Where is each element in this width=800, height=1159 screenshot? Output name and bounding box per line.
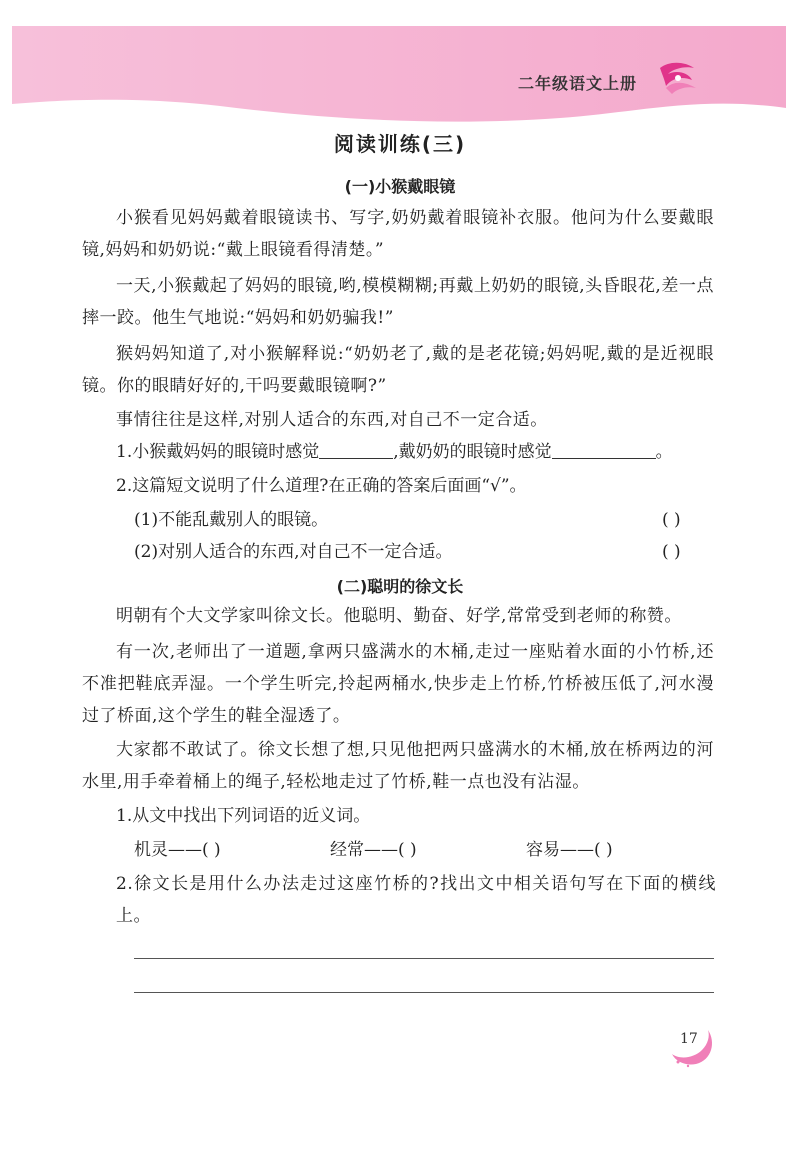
option-2: (2)对别人适合的东西,对自己不一定合适。	[134, 542, 453, 562]
synonym-item[interactable]: 机灵——( )	[134, 840, 221, 860]
synonym-item[interactable]: 经常——( )	[330, 840, 417, 860]
page-number: 17	[680, 1031, 698, 1047]
book-logo-icon	[652, 58, 702, 98]
question-1	[116, 436, 673, 468]
section1-paragraph: 猴妈妈知道了,对小猴解释说:“奶奶老了,戴的是老花镜;妈妈呢,戴的是近视眼镜。你的眼睛好好的,干吗要戴眼镜啊?”	[82, 344, 714, 396]
section1-paragraph: 一天,小猴戴起了妈妈的眼镜,哟,模模糊糊;再戴上奶奶的眼镜,头昏眼花,差一点摔一跤。他生气地说:“妈妈和奶奶骗我!”	[82, 276, 714, 328]
section1-title: (一)小猴戴眼镜	[344, 177, 456, 196]
section2-title: (二)聪明的徐文长	[336, 577, 464, 596]
answer-line[interactable]	[134, 958, 714, 959]
answer-paren-2[interactable]: ( )	[662, 542, 681, 562]
synonym-item[interactable]: 容易——( )	[526, 840, 613, 860]
answer-line[interactable]	[134, 992, 714, 993]
book-title: 二年级语文上册	[518, 74, 638, 93]
section1-paragraph: 事情往往是这样,对别人适合的东西,对自己不一定合适。	[116, 410, 548, 430]
question-3-prompt: 1.从文中找出下列词语的近义词。	[116, 806, 371, 826]
question-1-part1: 1.小猴戴妈妈的眼镜时感觉	[116, 442, 320, 462]
option-1: (1)不能乱戴别人的眼镜。	[134, 510, 329, 530]
section2-paragraph: 有一次,老师出了一道题,拿两只盛满水的木桶,走过一座贴着水面的小竹桥,还不准把鞋底弄湿。一个学生听完,拎起两桶水,快步走上竹桥,竹桥被压低了,河水漫过了桥面,这个学生的鞋全湿透了。	[82, 642, 714, 726]
question-1-part2: ,戴奶奶的眼镜时感觉	[393, 442, 552, 462]
section2-paragraph: 大家都不敢试了。徐文长想了想,只见他把两只盛满水的木桶,放在桥两边的河水里,用手牵着桶上的绳子,轻松地走过了竹桥,鞋一点也没有沾湿。	[82, 740, 714, 792]
section1-paragraph: 小猴看见妈妈戴着眼镜读书、写字,奶奶戴着眼镜补衣服。他问为什么要戴眼镜,妈妈和奶奶说:“戴上眼镜看得清楚。”	[82, 208, 714, 260]
question-4-prompt: 2.徐文长是用什么办法走过这座竹桥的?找出文中相关语句写在下面的横线上。	[116, 874, 716, 926]
section2-paragraph: 明朝有个大文学家叫徐文长。他聪明、勤奋、好学,常常受到老师的称赞。	[116, 606, 682, 626]
answer-paren-1[interactable]: ( )	[662, 510, 681, 530]
answer-blank-2[interactable]	[552, 438, 656, 459]
question-1-end: 。	[655, 442, 673, 462]
question-2-prompt: 2.这篇短文说明了什么道理?在正确的答案后面画“√”。	[116, 476, 527, 496]
answer-blank-1[interactable]	[319, 438, 393, 459]
page-title: 阅读训练(三)	[333, 132, 467, 156]
